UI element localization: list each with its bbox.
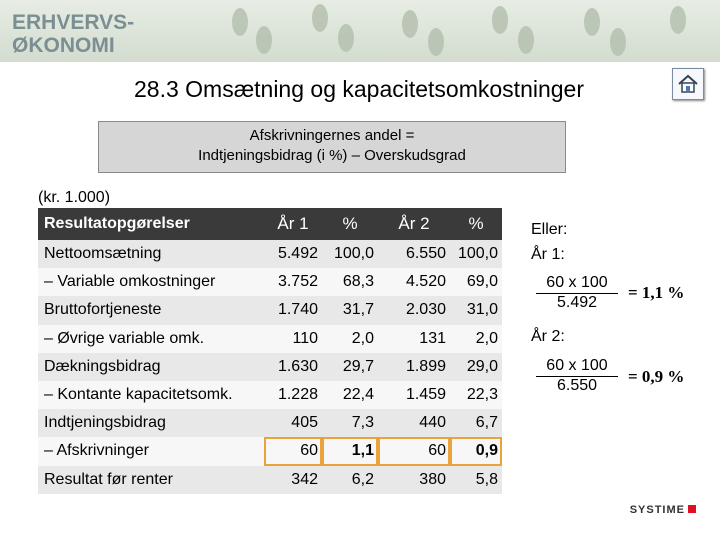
table-row: [38, 240, 502, 268]
header-pct2: %: [450, 208, 502, 240]
cell-pct2: 2,0: [450, 325, 502, 353]
footprints-decoration: [200, 2, 710, 60]
row-label: – Kontante kapacitetsomk.: [38, 381, 264, 409]
header-pct1: %: [322, 208, 378, 240]
row-label: Indtjeningsbidrag: [38, 409, 264, 437]
cell-year1: 405: [264, 409, 322, 437]
year1-numerator: 60 x 100: [536, 274, 618, 294]
header-year1: År 1: [264, 208, 322, 240]
cell-pct1: 29,7: [322, 353, 378, 381]
cell-pct1: 100,0: [322, 240, 378, 268]
cell-pct1: 22,4: [322, 381, 378, 409]
formula-line-2: Indtjeningsbidrag (i %) – Overskudsgrad: [198, 147, 466, 164]
cell-pct1-highlighted: 1,1: [322, 437, 378, 465]
cell-pct1: 2,0: [322, 325, 378, 353]
table-row: [38, 353, 502, 381]
cell-year1: 110: [264, 325, 322, 353]
cell-pct1: 7,3: [322, 409, 378, 437]
year2-numerator: 60 x 100: [536, 357, 618, 377]
cell-year2: 6.550: [378, 240, 450, 268]
cell-pct1: 31,7: [322, 296, 378, 324]
svg-text:ERHVERVS-: ERHVERVS-: [12, 11, 135, 34]
table-row: [38, 409, 502, 437]
cell-pct1: 6,2: [322, 466, 378, 494]
cell-pct2: 31,0: [450, 296, 502, 324]
cell-year2: 440: [378, 409, 450, 437]
cell-pct2: 5,8: [450, 466, 502, 494]
svg-text:ØKONOMI: ØKONOMI: [12, 34, 115, 56]
cell-year2: 1.899: [378, 353, 450, 381]
cell-year1: 1.740: [264, 296, 322, 324]
cell-pct2: 6,7: [450, 409, 502, 437]
cell-year2: 131: [378, 325, 450, 353]
page-title: 28.3 Omsætning og kapacitetsomkostninger: [133, 76, 585, 102]
row-label: – Variable omkostninger: [38, 268, 264, 296]
cell-year1: 3.752: [264, 268, 322, 296]
cell-year2: 2.030: [378, 296, 450, 324]
home-button[interactable]: [672, 68, 704, 100]
year2-label: År 2:: [531, 328, 565, 345]
row-label: Nettoomsætning: [38, 240, 264, 268]
cell-pct2-highlighted: 0,9: [450, 437, 502, 465]
cell-pct2: 69,0: [450, 268, 502, 296]
cell-year1: 1.630: [264, 353, 322, 381]
cell-pct2: 100,0: [450, 240, 502, 268]
cell-year1: 342: [264, 466, 322, 494]
table-header-row: [38, 208, 502, 240]
table-row-highlighted: [38, 437, 502, 465]
cell-year2: 1.459: [378, 381, 450, 409]
row-label: – Øvrige variable omk.: [38, 325, 264, 353]
formula-line-1: Afskrivningernes andel =: [249, 127, 415, 144]
home-icon: [676, 72, 700, 96]
cell-year1: 1.228: [264, 381, 322, 409]
row-label: Dækningsbidrag: [38, 353, 264, 381]
cell-year1-highlighted: 60: [264, 437, 322, 465]
row-label: Resultat før renter: [38, 466, 264, 494]
alternative-label: Eller:: [531, 221, 568, 238]
income-statement-table: [38, 208, 502, 494]
cell-year1: 5.492: [264, 240, 322, 268]
cell-year2: 380: [378, 466, 450, 494]
row-label: Bruttofortjeneste: [38, 296, 264, 324]
table-row: [38, 381, 502, 409]
table-row: [38, 325, 502, 353]
cell-year2-highlighted: 60: [378, 437, 450, 465]
table-row: [38, 268, 502, 296]
year1-label: År 1:: [531, 246, 565, 263]
table-row: [38, 466, 502, 494]
header-statement: Resultatopgørelser: [38, 208, 264, 240]
year2-fraction: [536, 357, 618, 395]
cell-pct2: 29,0: [450, 353, 502, 381]
year1-fraction: [536, 274, 618, 312]
top-banner: [0, 0, 720, 62]
header-year2: År 2: [378, 208, 450, 240]
cell-pct2: 22,3: [450, 381, 502, 409]
year2-result: = 0,9 %: [628, 367, 685, 386]
year1-result: = 1,1 %: [628, 283, 685, 302]
unit-label: (kr. 1.000): [38, 189, 111, 206]
row-label: – Afskrivninger: [38, 437, 264, 465]
formula-box: [98, 121, 566, 173]
cell-pct1: 68,3: [322, 268, 378, 296]
table-row: [38, 296, 502, 324]
systime-logo: SYSTIME: [630, 504, 696, 516]
year1-denominator: 5.492: [556, 294, 598, 311]
cell-year2: 4.520: [378, 268, 450, 296]
erhvervsokonomi-logo: [10, 8, 180, 56]
year2-denominator: 6.550: [556, 377, 598, 394]
